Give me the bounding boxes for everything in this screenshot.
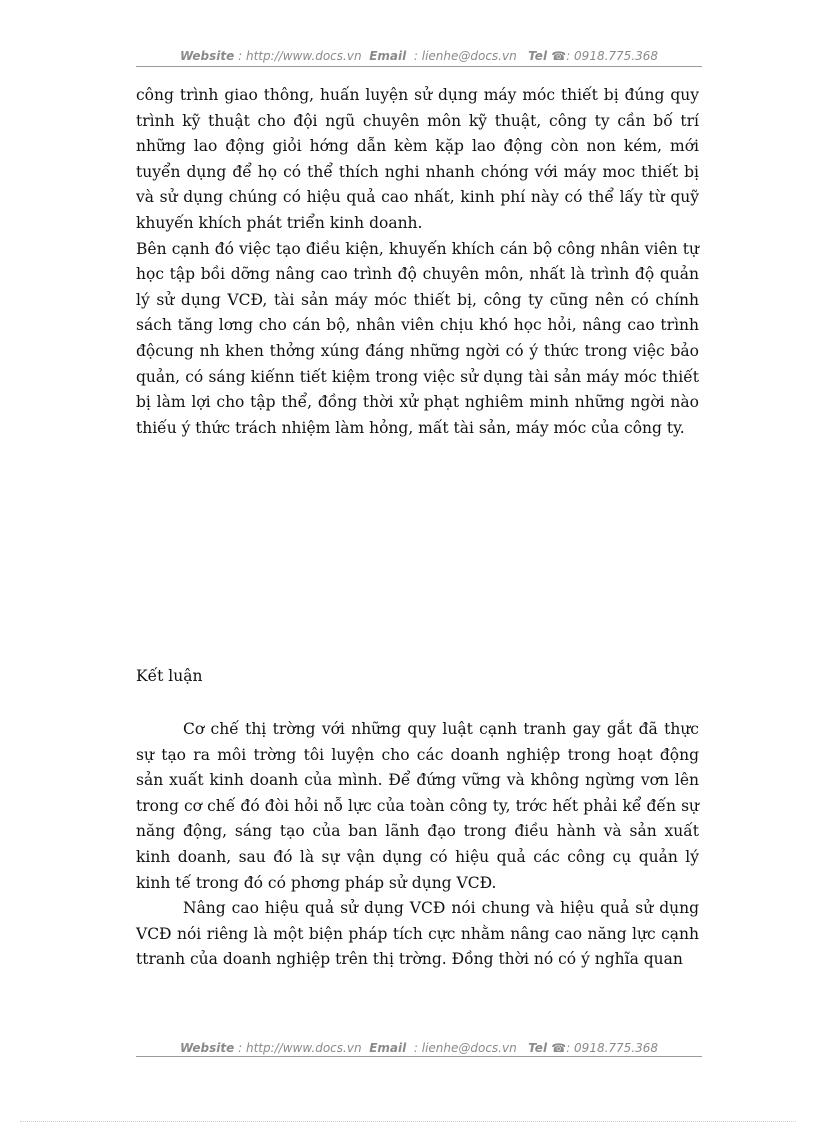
footer-website-label: Website <box>179 1041 235 1055</box>
section-heading-ket-luan: Kết luận <box>136 667 203 685</box>
footer-tel-value: : 0918.775.368 <box>566 1041 659 1055</box>
paragraph-3: Cơ chế thị trờng với những quy luật cạnh tranh gay gắt đã thực sự tạo ra môi trờng tôi luyện cho các doanh nghiệp trong hoạt động sản xuất kinh doanh của mình. Để đứng vững và không ngừng vơn lên trong cơ chế đó đòi hỏi nỗ lực của toàn công ty, trớc hết phải kể đến sự năng động, sáng tạo của ban lãnh đạo trong điều hành và sản xuất kinh doanh, sau đó là sự vận dụng có hiệu quả các công cụ quản lý kinh tế trong đó có phơng pháp sử dụng VCĐ. <box>136 720 699 892</box>
page-header <box>136 49 702 63</box>
paragraph-1: công trình giao thông, huấn luyện sử dụng máy móc thiết bị đúng quy trình kỹ thuật cho đội ngũ chuyên môn kỹ thuật, công ty cần bố trí những lao động giỏi hớng dẫn kèm kặp lao động còn non kém, mới tuyển dụng để họ có thể thích nghi nhanh chóng với máy moc thiết bị và sử dụng chúng có hiệu quả cao nhất, kinh phí này có thể lấy từ quỹ khuyến khích phát triển kinh doanh. <box>136 86 699 232</box>
footer-tel-label: Tel ☎ <box>528 1041 567 1055</box>
header-tel-label: Tel ☎ <box>528 49 567 63</box>
text-block-2 <box>136 717 699 973</box>
footer-divider <box>136 1056 702 1057</box>
header-divider <box>136 66 702 67</box>
header-tel-value: : 0918.775.368 <box>566 49 659 63</box>
paragraph-2: Bên cạnh đó việc tạo điều kiện, khuyến khích cán bộ công nhân viên tự học tập bồi dỡng nâng cao trình độ chuyên môn, nhất là trình độ quản lý sử dụng VCĐ, tài sản máy móc thiết bị, công ty cũng nên có chính sách tăng lơng cho cán bộ, nhân viên chịu khó học hỏi, nâng cao trình độcung nh khen thởng xúng đáng những ngời có ý thức trong việc bảo quản, có sáng kiếnn tiết kiệm trong việc sử dụng tài sản máy móc thiết bị làm lợi cho tập thể, đồng thời xử phạt nghiêm minh những ngời nào thiếu ý thức trách nhiệm làm hỏng, mất tài sản, máy móc của công ty. <box>136 239 699 437</box>
page-edge-divider <box>20 1121 796 1122</box>
header-website-label: Website <box>179 49 235 63</box>
footer-email-link[interactable]: : lienhe@docs.vn <box>413 1041 517 1055</box>
page-footer <box>136 1041 702 1055</box>
header-website-link[interactable]: : http://www.docs.vn <box>238 49 362 63</box>
text-block-1 <box>136 83 699 441</box>
paragraph-4: Nâng cao hiệu quả sử dụng VCĐ nói chung và hiệu quả sử dụng VCĐ nói riêng là một biện pháp tích cực nhằm nâng cao năng lực cạnh ttranh của doanh nghiệp trên thị trờng. Đồng thời nó có ý nghĩa quan <box>136 899 699 969</box>
header-email-label: Email <box>369 49 407 63</box>
footer-email-label: Email <box>369 1041 407 1055</box>
footer-website-link[interactable]: : http://www.docs.vn <box>238 1041 362 1055</box>
header-email-link[interactable]: : lienhe@docs.vn <box>413 49 517 63</box>
